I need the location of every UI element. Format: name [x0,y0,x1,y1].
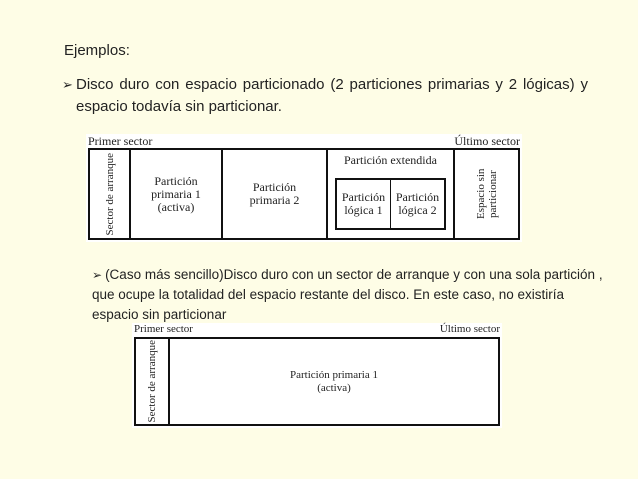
boot-sector-cell [136,339,170,424]
boot-sector-cell [90,150,131,238]
bullet-item-1 [62,74,588,118]
partition-diagram-1 [86,134,522,242]
unpartitioned-label: Espacio sin particionar [474,168,499,220]
unpartitioned-cell [455,150,518,238]
section-heading: Ejemplos: [64,42,130,59]
disk-bar [134,337,500,426]
primary-partition-1-cell [170,339,498,424]
first-sector-label: Primer sector [134,323,193,335]
arrow-bullet-icon: ➢ [92,268,103,282]
bullet-text-1: Disco duro con espacio particionado (2 particiones primarias y 2 lógicas) y espacio todavía sin particionar. [76,76,588,115]
partition-diagram-2 [132,323,502,428]
bullet-item-2 [92,265,606,325]
logical-partition-2-label: Partición lógica 2 [390,180,444,228]
logical-partition-1-label: Partición lógica 1 [341,190,386,217]
primary-partition-2-label: Partición primaria 2 [249,180,300,207]
bullet-text-2: (Caso más sencillo)Disco duro con un sector de arranque y con una sola partición , que ocupe la totalidad del espacio restante del disco. En este caso, no existiría espacio sin particionar [92,267,603,322]
extended-partition-label: Partición extendida [344,153,437,167]
primary-partition-2-cell [223,150,328,238]
primary-partition-1-label: Partición primaria 1 (activa) [151,173,201,214]
logical-partitions-box [335,178,446,230]
last-sector-label: Último sector [454,134,520,148]
boot-sector-label: Sector de arranque [103,152,116,236]
extended-partition-cell [328,150,455,238]
primary-partition-1-cell [131,150,223,238]
boot-sector-label: Sector de arranque [146,340,158,423]
arrow-bullet-icon: ➢ [62,77,73,92]
disk-bar [88,148,520,240]
last-sector-label: Último sector [439,323,500,335]
primary-partition-1-label: Partición primaria 1 (activa) [290,368,378,394]
first-sector-label: Primer sector [88,134,153,148]
